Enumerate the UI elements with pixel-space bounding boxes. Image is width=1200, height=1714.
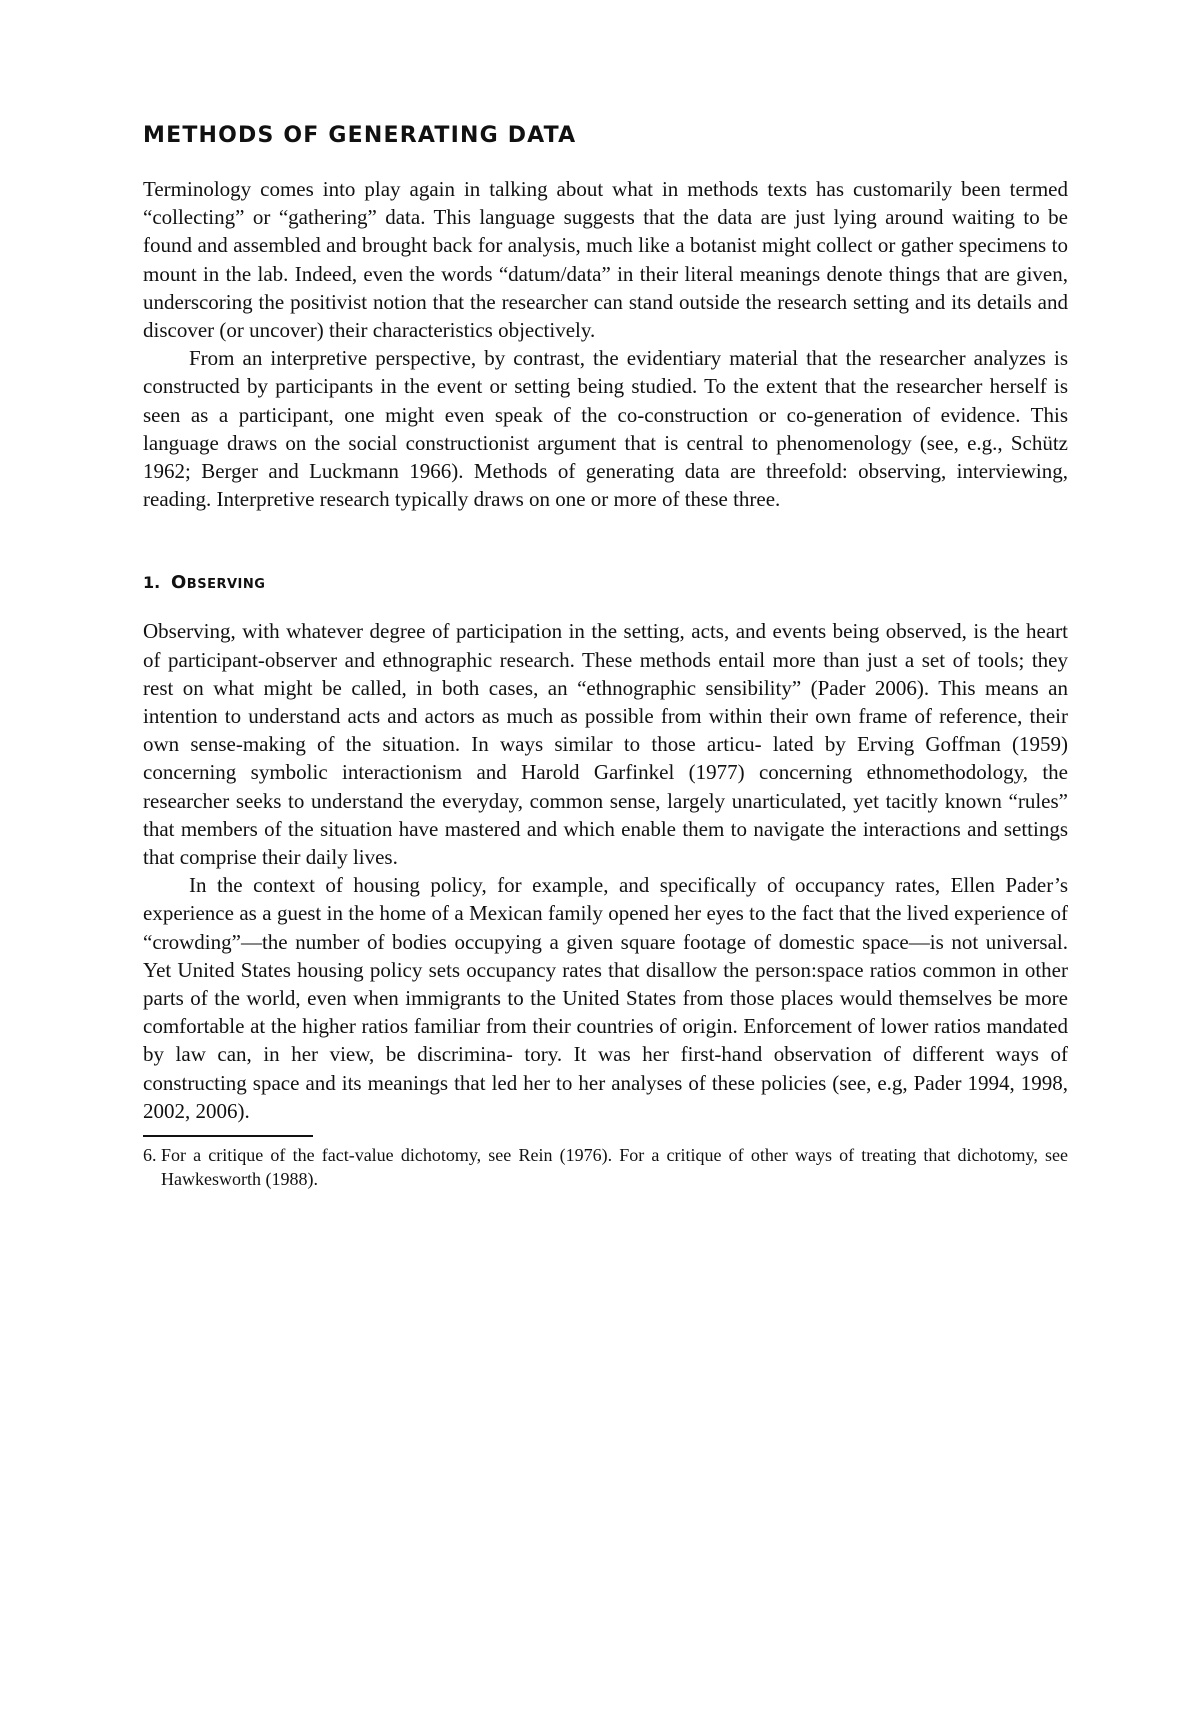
intro-paragraph-2: From an interpretive perspective, by contrast, the evidentiary material that the researcher analyzes is constructed by participants in the event or setting being studied. To the extent that the researcher herself is seen as a participant, one might even speak of the co-construction or co-generation of evidence. This language draws on the social constructionist argument that is central to phenomenology (see, e.g., Schütz 1962; Berger and Luckmann 1966). Methods of generating data are threefold: observing, interviewing, reading. Interpretive research typically draws on one or more of these three. [143,346,1068,512]
footnote-text: For a critique of the fact-value dichotomy, see Rein (1976). For a critique of other ways of treating that dichotomy, see Hawkesworth (1988). [161,1145,1068,1190]
section-heading [143,569,1068,597]
section-title: Observing [171,572,266,594]
document-page [143,118,1068,1191]
section-paragraph-2: In the context of housing policy, for example, and specifically of occupancy rates, Ellen Pader’s experience as a guest in the home of a Mexican family opened her eyes to the fact that the lived experience of “crowding”—the number of bodies occupying a given square footage of domestic space—is not universal. Yet United States housing policy sets occupancy rates that disallow the person:space ratios common in other parts of the world, even when immigrants to the United States from those places would themselves be more comfortable at the higher ratios familiar from their countries of origin. Enforcement of lower ratios mandated by law can, in her view, be discrimina- tory. It was her first-hand observation of different ways of constructing space and its meanings that led her to her analyses of these policies (see, e.g, Pader 1994, 1998, 2002, 2006). [143,873,1068,1123]
intro-paragraph-1: Terminology comes into play again in talking about what in methods texts has customarily been termed “collecting” or “gathering” data. This language suggests that the data are just lying around waiting to be found and assembled and brought back for analysis, much like a botanist might collect or gather specimens to mount in the lab. Indeed, even the words “datum/data” in their literal meanings denote things that are given, underscoring the positivist notion that the researcher can stand outside the research setting and its details and discover (or uncover) their characteristics objectively. [143,177,1068,343]
footnote-divider [143,1135,313,1137]
section-paragraph-1: Observing, with whatever degree of participation in the setting, acts, and events being observed, is the heart of participant-observer and ethnographic research. These methods entail more than just a set of tools; they rest on what might be called, in both cases, an “ethnographic sensibility” (Pader 2006). This means an intention to understand acts and actors as much as possible from within their own frame of reference, their own sense-making of the situation. In ways similar to those articu- lated by Erving Goffman (1959) concerning symbolic interactionism and Harold Garfinkel (1977) concerning ethnomethodology, the researcher seeks to understand the everyday, common sense, largely unarticulated, yet tacitly known “rules” that members of the situation have mastered and which enable them to navigate the interactions and settings that comprise their daily lives. [143,619,1068,870]
footnote-number: 6. [143,1145,157,1166]
page-heading: METHODS OF GENERATING DATA [143,123,577,148]
footnote [143,1143,1068,1191]
section-number: 1. [143,573,161,593]
